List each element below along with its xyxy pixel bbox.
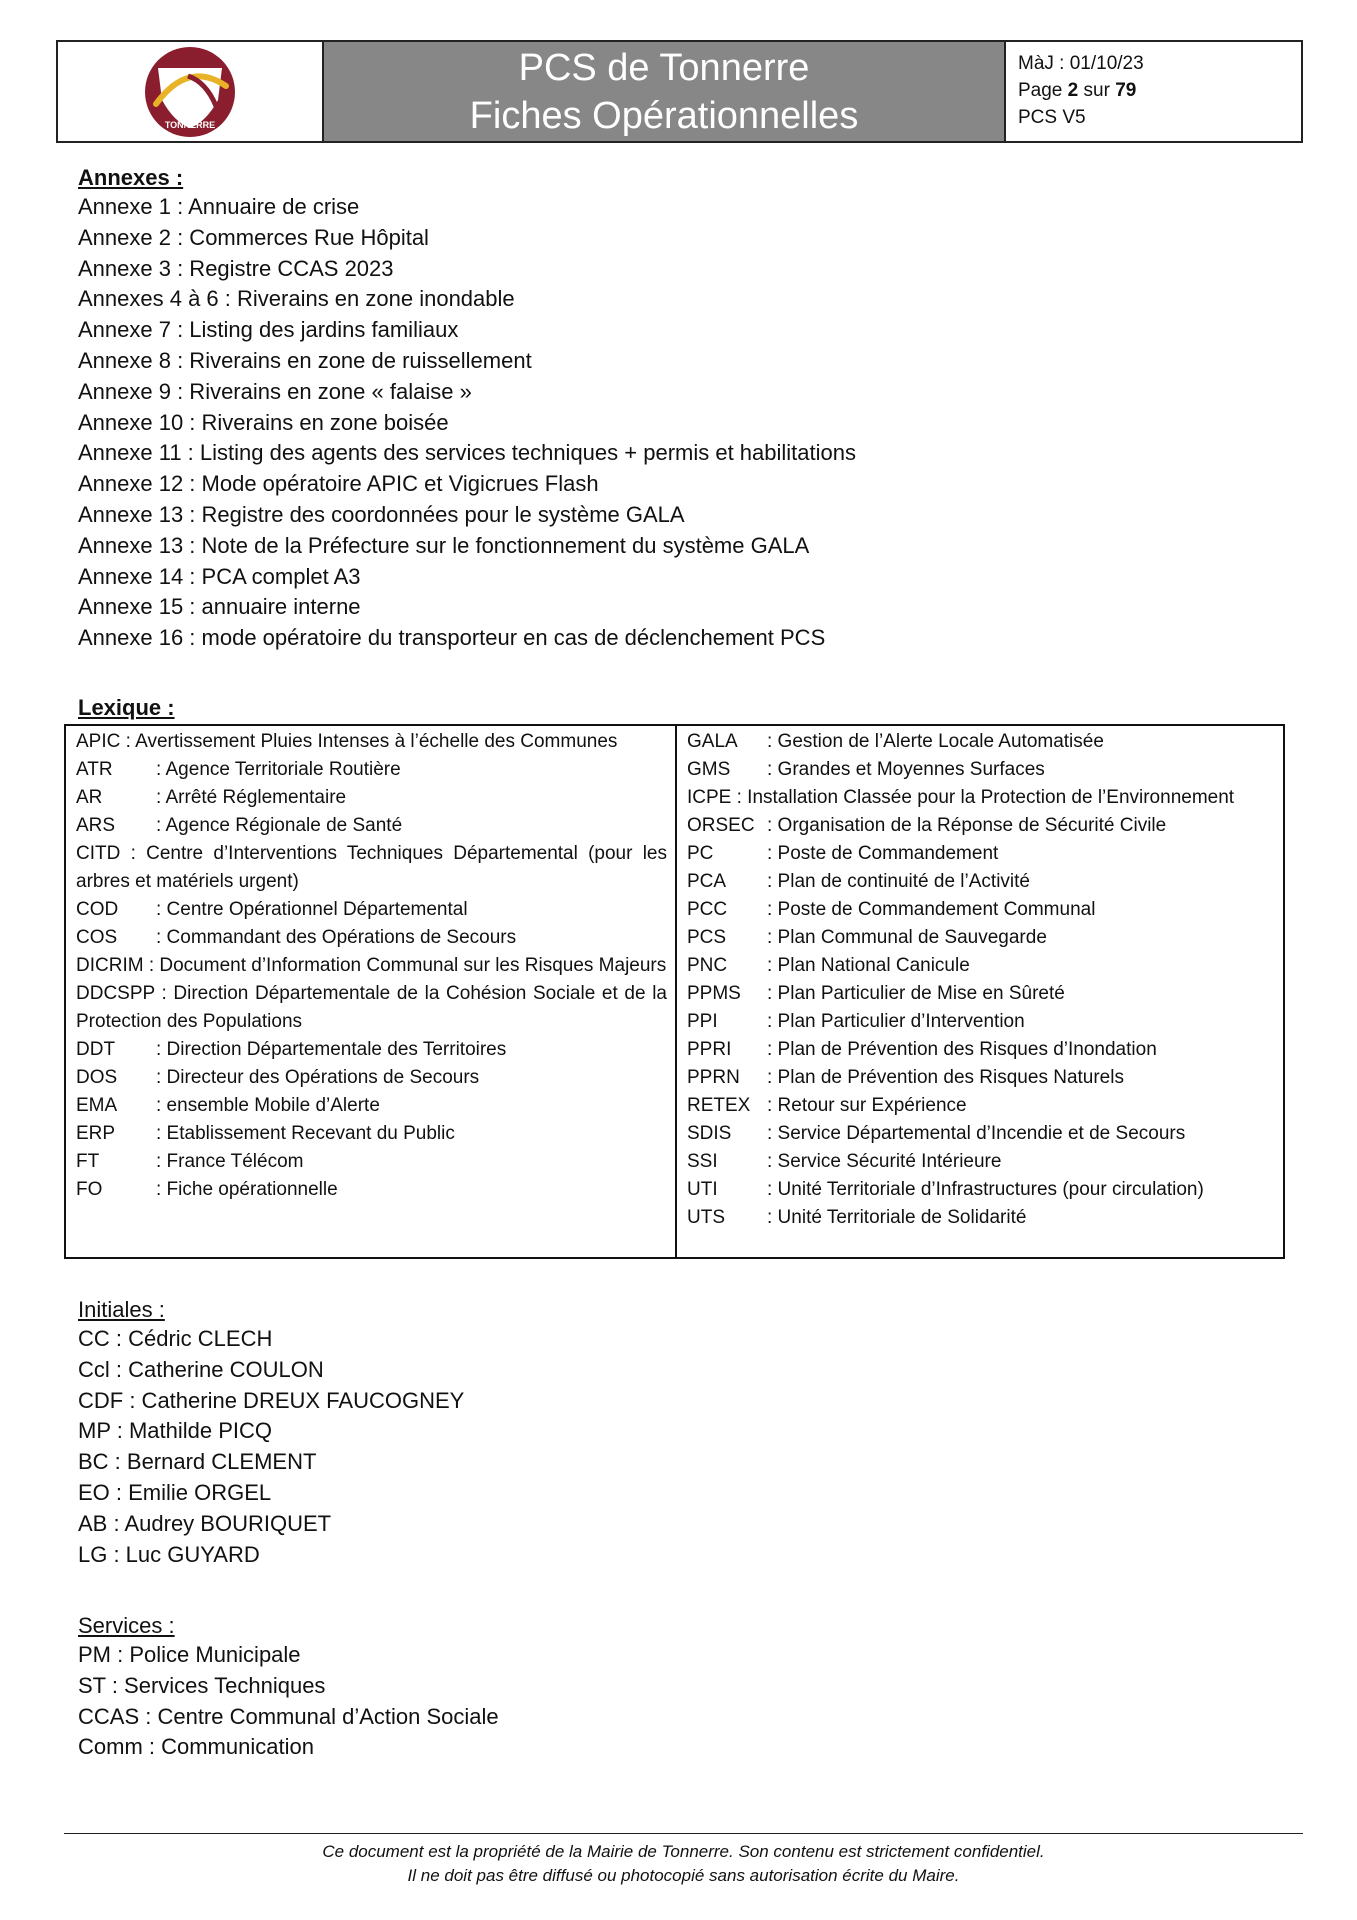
lexique-entry: ATR : Agence Territoriale Routière <box>76 759 401 780</box>
list-item: Annexe 13 : Registre des coordonnées pour le système GALA <box>78 501 685 527</box>
header-title-line1: PCS de Tonnerre <box>518 46 810 89</box>
footer-divider <box>64 1833 1303 1834</box>
lexique-entry: AR : Arrêté Réglementaire <box>76 787 347 808</box>
header-logo-cell <box>58 42 324 141</box>
list-item: Annexe 8 : Riverains en zone de ruissellement <box>78 347 532 373</box>
services-title: Services : <box>78 1613 175 1638</box>
lexique-entry: PCS : Plan Communal de Sauvegarde <box>687 927 1047 948</box>
lexique-entry: PNC : Plan National Canicule <box>687 955 970 976</box>
document-header <box>56 40 1303 143</box>
list-item: Annexe 12 : Mode opératoire APIC et Vigicrues Flash <box>78 471 599 497</box>
lexique-section <box>78 694 1308 722</box>
lexique-entry: PPRN : Plan de Prévention des Risques Naturels <box>687 1067 1124 1088</box>
page-number: Page 2 sur 79 <box>1018 80 1137 101</box>
svg-text:TONNERRE: TONNERRE <box>164 119 216 130</box>
lexique-entry: SDIS : Service Départemental d’Incendie et de Secours <box>687 1123 1186 1144</box>
list-item: Comm : Communication <box>78 1734 314 1760</box>
lexique-entry: ARS : Agence Régionale de Santé <box>76 815 403 836</box>
lexique-entry: PPI : Plan Particulier d’Intervention <box>687 1011 1025 1032</box>
lexique-entry: ERP : Etablissement Recevant du Public <box>76 1123 455 1144</box>
list-item: ST : Services Techniques <box>78 1672 326 1698</box>
header-title <box>324 42 1006 141</box>
services-section <box>78 1612 1308 1763</box>
update-date: MàJ : 01/10/23 <box>1018 53 1144 74</box>
lexique-entry: FT : France Télécom <box>76 1151 304 1172</box>
header-title-line2: Fiches Opérationnelles <box>469 94 859 137</box>
list-item: CDF : Catherine DREUX FAUCOGNEY <box>78 1387 465 1413</box>
lexique-entry: DOS : Directeur des Opérations de Secours <box>76 1067 480 1088</box>
lexique-entry: PPMS : Plan Particulier de Mise en Sûreté <box>687 983 1065 1004</box>
lexique-entry: PPRI : Plan de Prévention des Risques d’Inondation <box>687 1039 1157 1060</box>
services-list <box>78 1640 1308 1763</box>
lexique-title: Lexique : <box>78 695 175 720</box>
list-item: Annexe 1 : Annuaire de crise <box>78 194 360 219</box>
lexique-table <box>64 724 1285 1259</box>
lexique-column-left <box>66 726 677 1257</box>
lexique-entry: COD : Centre Opérationnel Départemental <box>76 899 468 920</box>
list-item: Annexe 7 : Listing des jardins familiaux <box>78 317 459 343</box>
list-item: AB : Audrey BOURIQUET <box>78 1510 332 1536</box>
lexique-entry: COS : Commandant des Opérations de Secours <box>76 927 517 948</box>
lexique-entry: DICRIM : Document d’Information Communal sur les Risques Majeurs <box>76 955 667 976</box>
list-item: BC : Bernard CLEMENT <box>78 1449 317 1475</box>
list-item: Annexe 10 : Riverains en zone boisée <box>78 409 449 435</box>
list-item: Annexes 4 à 6 : Riverains en zone inondable <box>78 286 515 312</box>
lexique-entry: RETEX : Retour sur Expérience <box>687 1095 967 1116</box>
lexique-entry: PCC : Poste de Commandement Communal <box>687 899 1096 920</box>
lexique-entry: CITD : Centre d’Interventions Techniques Départemental (pour les arbres et matériels urgent) <box>76 843 667 892</box>
annexes-list <box>78 192 1308 654</box>
list-item: Annexe 15 : annuaire interne <box>78 594 361 620</box>
initiales-title: Initiales : <box>78 1297 165 1322</box>
lexique-entry: ICPE : Installation Classée pour la Protection de l’Environnement <box>687 787 1235 808</box>
document-version: PCS V5 <box>1018 107 1086 128</box>
initiales-list <box>78 1324 1308 1570</box>
lexique-entry: UTI : Unité Territoriale d’Infrastructures (pour circulation) <box>687 1179 1204 1200</box>
list-item: PM : Police Municipale <box>78 1642 301 1667</box>
lexique-entry: PCA : Plan de continuité de l’Activité <box>687 871 1030 892</box>
list-item: Annexe 14 : PCA complet A3 <box>78 563 361 589</box>
list-item: Annexe 9 : Riverains en zone « falaise » <box>78 378 472 404</box>
list-item: MP : Mathilde PICQ <box>78 1418 272 1444</box>
list-item: Ccl : Catherine COULON <box>78 1356 324 1382</box>
lexique-entry: UTS : Unité Territoriale de Solidarité <box>687 1207 1027 1228</box>
lexique-entry: PC : Poste de Commandement <box>687 843 999 864</box>
footer-line2: Il ne doit pas être diffusé ou photocopié sans autorisation écrite du Maire. <box>407 1866 960 1885</box>
list-item: EO : Emilie ORGEL <box>78 1479 272 1505</box>
lexique-entry: APIC : Avertissement Pluies Intenses à l’échelle des Communes <box>76 731 618 752</box>
list-item: Annexe 13 : Note de la Préfecture sur le fonctionnement du système GALA <box>78 532 810 558</box>
lexique-entry: SSI : Service Sécurité Intérieure <box>687 1151 1002 1172</box>
footer-line1: Ce document est la propriété de la Mairie de Tonnerre. Son contenu est strictement confidentiel. <box>322 1842 1045 1861</box>
list-item: LG : Luc GUYARD <box>78 1541 260 1567</box>
list-item: Annexe 3 : Registre CCAS 2023 <box>78 255 394 281</box>
list-item: Annexe 2 : Commerces Rue Hôpital <box>78 224 429 250</box>
tonnerre-logo <box>136 46 244 138</box>
lexique-entry: ORSEC : Organisation de la Réponse de Sécurité Civile <box>687 815 1167 836</box>
list-item: CCAS : Centre Communal d’Action Sociale <box>78 1703 499 1729</box>
header-meta <box>1006 42 1301 141</box>
lexique-entry: DDT : Direction Départementale des Territoires <box>76 1039 507 1060</box>
lexique-entry: GMS : Grandes et Moyennes Surfaces <box>687 759 1045 780</box>
initiales-section <box>78 1296 1308 1570</box>
lexique-entry: FO : Fiche opérationnelle <box>76 1179 338 1200</box>
list-item: CC : Cédric CLECH <box>78 1326 273 1351</box>
footer-notice <box>64 1840 1303 1888</box>
lexique-entry: EMA : ensemble Mobile d’Alerte <box>76 1095 380 1116</box>
lexique-entry: GALA : Gestion de l’Alerte Locale Automatisée <box>687 731 1104 752</box>
annexes-title: Annexes : <box>78 165 184 190</box>
list-item: Annexe 16 : mode opératoire du transporteur en cas de déclenchement PCS <box>78 625 826 651</box>
lexique-entry: DDCSPP : Direction Départementale de la Cohésion Sociale et de la Protection des Populations <box>76 983 667 1032</box>
annexes-section <box>78 164 1308 654</box>
lexique-column-right <box>677 726 1283 1257</box>
list-item: Annexe 11 : Listing des agents des services techniques + permis et habilitations <box>78 440 856 466</box>
